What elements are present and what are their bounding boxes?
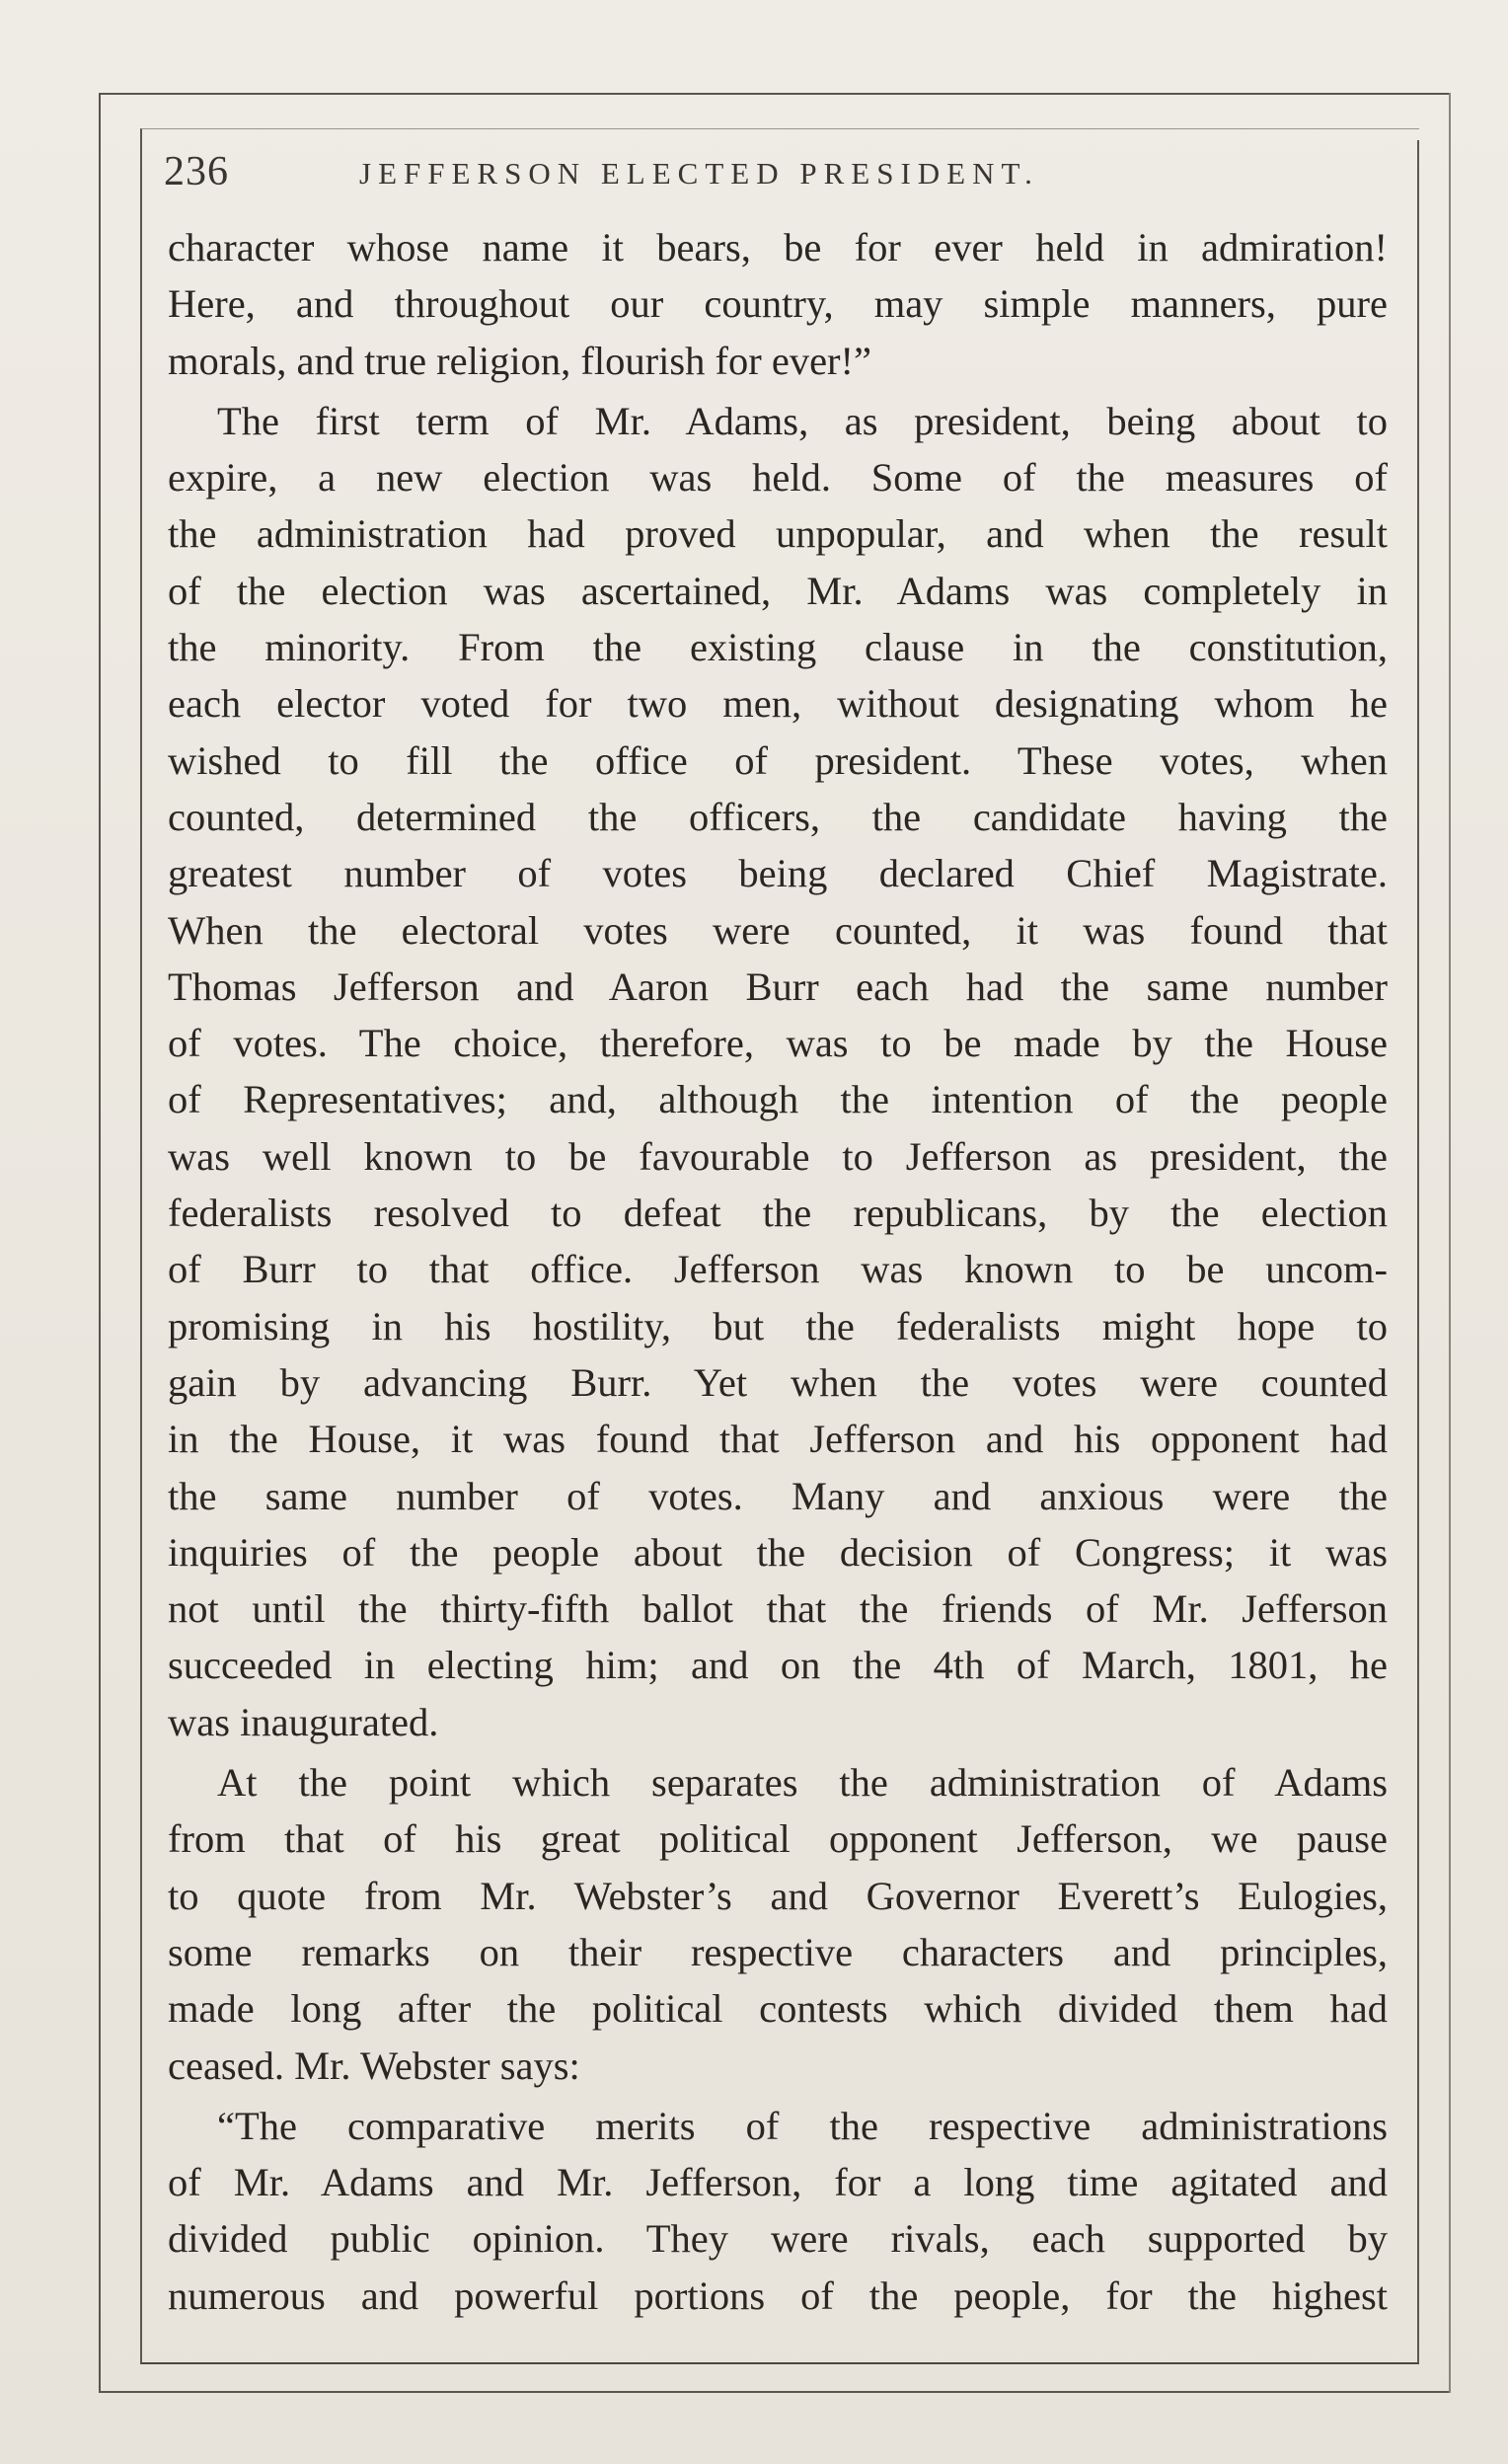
text-line: in the House, it was found that Jefferson and his opponent had bbox=[168, 1417, 1388, 1462]
body-text bbox=[168, 219, 1388, 2324]
paragraph-start-line: The first term of Mr. Adams, as president, being about to bbox=[217, 398, 1388, 443]
text-line: Thomas Jefferson and Aaron Burr each had the same number bbox=[168, 963, 1388, 1009]
text-line: numerous and powerful portions of the people, for the highest bbox=[168, 2272, 1388, 2318]
text-line: succeeded in electing him; and on the 4th of March, 1801, he bbox=[168, 1643, 1388, 1688]
quote-start-line: “The comparative merits of the respective administrations bbox=[217, 2103, 1388, 2148]
text-line: gain by advancing Burr. Yet when the votes were counted bbox=[168, 1359, 1388, 1405]
running-title: JEFFERSON ELECTED PRESIDENT. bbox=[359, 156, 1039, 191]
text-line: ceased. Mr. Webster says: bbox=[168, 2042, 580, 2088]
running-header bbox=[164, 148, 1407, 207]
text-line: promising in his hostility, but the federalists might hope to bbox=[168, 1303, 1388, 1348]
text-line: expire, a new election was held. Some of the measures of bbox=[168, 455, 1388, 500]
text-line: from that of his great political opponent Jefferson, we pause bbox=[168, 1816, 1388, 1862]
text-line: was well known to be favourable to Jefferson as president, the bbox=[168, 1133, 1388, 1179]
text-line: not until the thirty-fifth ballot that the friends of Mr. Jefferson bbox=[168, 1586, 1388, 1632]
outer-frame-right-edge bbox=[1449, 93, 1451, 2393]
text-line: morals, and true religion, flourish for ever!” bbox=[168, 338, 872, 383]
text-line: of Mr. Adams and Mr. Jefferson, for a long time agitated and bbox=[168, 2160, 1388, 2205]
text-line: counted, determined the officers, the candidate having the bbox=[168, 794, 1388, 839]
page-number: 236 bbox=[164, 149, 229, 194]
text-line: divided public opinion. They were rivals, each supported by bbox=[168, 2216, 1388, 2262]
text-line: the same number of votes. Many and anxious were the bbox=[168, 1473, 1388, 1518]
text-line: of Representatives; and, although the intention of the people bbox=[168, 1077, 1388, 1122]
text-line: federalists resolved to defeat the republicans, by the election bbox=[168, 1191, 1388, 1236]
text-line: was inaugurated. bbox=[168, 1699, 439, 1744]
text-line: of the election was ascertained, Mr. Adams was completely in bbox=[168, 568, 1388, 613]
text-line: the administration had proved unpopular, and when the result bbox=[168, 511, 1388, 557]
text-line: each elector voted for two men, without designating whom he bbox=[168, 681, 1388, 727]
text-line: made long after the political contests which divided them had bbox=[168, 1986, 1388, 2032]
text-line: inquiries of the people about the decision of Congress; it was bbox=[168, 1529, 1388, 1575]
text-line: greatest number of votes being declared Chief Magistrate. bbox=[168, 851, 1388, 896]
text-line: character whose name it bears, be for ever held in admiration! bbox=[168, 225, 1388, 270]
text-line: of Burr to that office. Jefferson was known to be uncom- bbox=[168, 1247, 1388, 1292]
text-line: some remarks on their respective characters and principles, bbox=[168, 1929, 1388, 1974]
text-line: Here, and throughout our country, may simple manners, pure bbox=[168, 281, 1388, 327]
text-line: to quote from Mr. Webster’s and Governor Everett’s Eulogies, bbox=[168, 1873, 1388, 1918]
text-line: When the electoral votes were counted, it was found that bbox=[168, 907, 1388, 953]
inner-frame-right-edge bbox=[1417, 140, 1419, 2363]
text-line: of votes. The choice, therefore, was to be made by the House bbox=[168, 1021, 1388, 1066]
text-line: wished to fill the office of president. These votes, when bbox=[168, 737, 1388, 783]
paragraph-start-line: At the point which separates the administration of Adams bbox=[217, 1760, 1388, 1806]
text-line: the minority. From the existing clause in the constitution, bbox=[168, 625, 1388, 670]
